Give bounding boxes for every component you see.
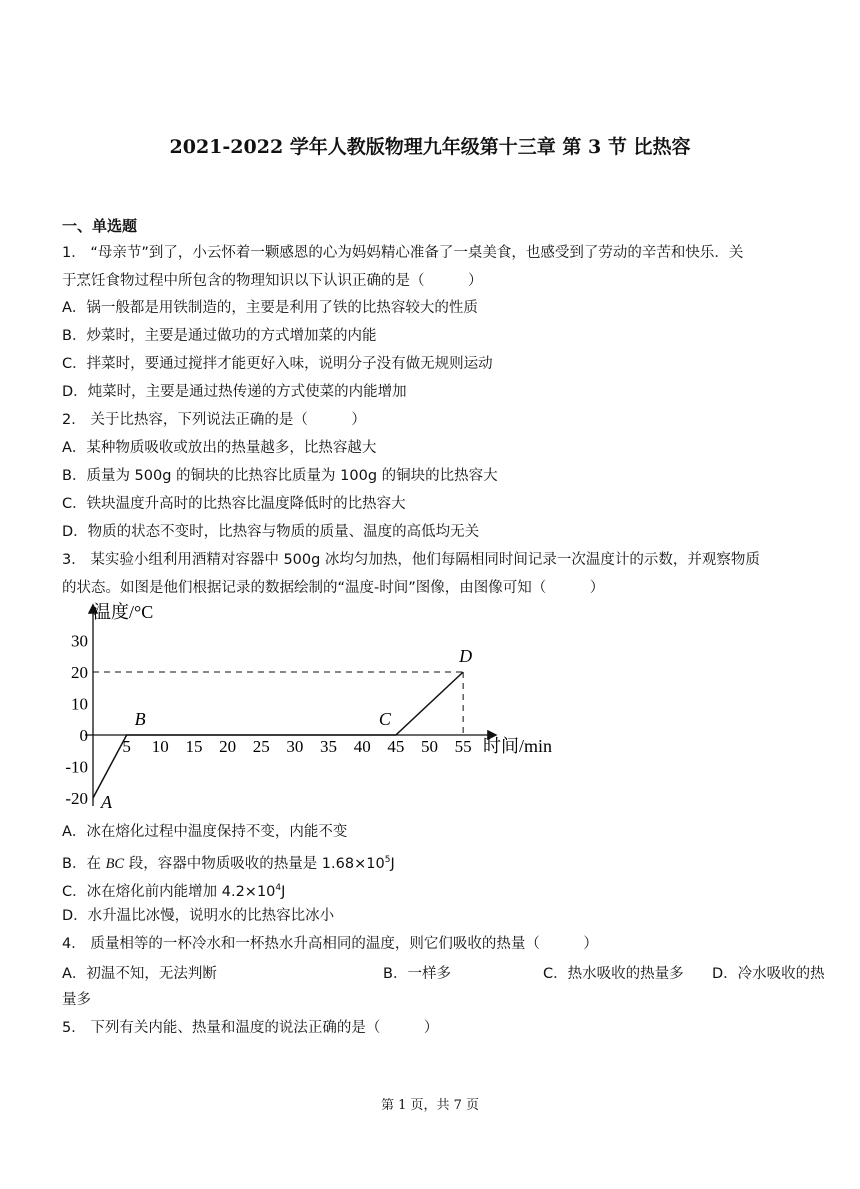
q4-option-a[interactable]: A．初温不知，无法判断 [62, 966, 217, 982]
temperature-time-chart [55, 598, 575, 813]
q3-option-b[interactable] [62, 850, 395, 874]
x-tick-label: 30 [286, 737, 304, 756]
y-tick-label: 20 [71, 663, 88, 682]
q4-stem: 4． 质量相等的一杯冷水和一杯热水升高相同的温度，则它们吸收的热量（ ） [62, 936, 598, 952]
y-tick-label: -20 [65, 789, 88, 808]
q1-option-d[interactable]: D．炖菜时，主要是通过热传递的方式使菜的内能增加 [62, 384, 407, 400]
q2-option-d[interactable]: D．物质的状态不变时，比热容与物质的质量、温度的高低均无关 [62, 524, 480, 540]
q2-option-b[interactable]: B．质量为 500g 的铜块的比热容比质量为 100g 的铜块的比热容大 [62, 468, 498, 484]
q4-option-c[interactable]: C．热水吸收的热量多 [543, 966, 684, 982]
x-tick-label: 25 [252, 737, 270, 756]
y-tick-label: -10 [65, 757, 88, 777]
y-tick-label: 30 [71, 631, 88, 651]
q2-option-c[interactable]: C．铁块温度升高时的比热容比温度降低时的比热容大 [62, 496, 406, 512]
x-tick-label: 40 [353, 737, 371, 756]
point-label-c: C [378, 709, 391, 729]
q2-stem: 2． 关于比热容，下列说法正确的是（ ） [62, 412, 366, 428]
y-tick-label: 0 [79, 726, 88, 745]
q3-option-a[interactable]: A．冰在熔化过程中温度保持不变，内能不变 [62, 824, 348, 840]
q3-option-c-sup: 4 [275, 883, 282, 893]
q3-option-b-suffix: J [390, 855, 395, 872]
document-title: 2021-2022 学年人教版物理九年级第十三章 第 3 节 比热容 [169, 136, 691, 158]
q3-stem-line1: 3． 某实验小组利用酒精对容器中 500g 冰均匀加热，他们每隔相同时间记录一次温度计的示数，并观察物质 [62, 552, 760, 568]
q3-stem-line2: 的状态。如图是他们根据记录的数据绘制的“温度-时间”图像，由图像可知（ ） [62, 580, 605, 596]
q3-option-b-mid: 段，容器中物质吸收的热量是 1.68×10 [124, 855, 385, 872]
page-footer: 第 1 页，共 7 页 [380, 1098, 480, 1113]
x-axis-label: 时间/min [483, 736, 553, 756]
x-tick-label: 50 [421, 737, 438, 756]
q3-option-c[interactable] [62, 878, 285, 902]
y-axis-label: 温度/°C [93, 602, 154, 622]
section-heading: 一、单选题 [62, 217, 138, 235]
q1-stem-line2: 于烹饪食物过程中所包含的物理知识以下认识正确的是（ ） [62, 273, 483, 289]
q5-stem: 5． 下列有关内能、热量和温度的说法正确的是（ ） [62, 1020, 439, 1036]
q2-option-a[interactable]: A．某种物质吸收或放出的热量越多，比热容越大 [62, 440, 377, 456]
q3-option-c-prefix: C．冰在熔化前内能增加 4.2×10 [62, 883, 276, 900]
y-tick-label: 10 [71, 694, 88, 714]
q1-stem-line1: 1． “母亲节”到了，小云怀着一颗感恩的心为妈妈精心准备了一桌美食，也感受到了劳动的辛苦和快乐．关 [62, 245, 744, 261]
point-label-b: B [134, 709, 146, 729]
q4-option-d[interactable]: D．冷水吸收的热 [712, 966, 825, 982]
q1-option-c[interactable]: C．拌菜时，要通过搅拌才能更好入味，说明分子没有做无规则运动 [62, 356, 493, 372]
x-tick-label: 45 [387, 737, 405, 756]
q3-option-c-suffix: J [281, 883, 286, 900]
x-tick-label: 20 [219, 737, 237, 756]
x-tick-label: 35 [320, 737, 338, 756]
q3-option-b-sup: 5 [384, 855, 391, 865]
q1-option-b[interactable]: B．炒菜时，主要是通过做功的方式增加菜的内能 [62, 328, 377, 344]
q3-option-d[interactable]: D．水升温比冰慢，说明水的比热容比冰小 [62, 908, 335, 924]
q3-option-b-italic: BC [105, 855, 125, 872]
q4-option-d-continued: 量多 [62, 992, 91, 1008]
point-label-a: A [101, 792, 112, 812]
x-tick-label: 10 [151, 737, 169, 756]
q1-option-a[interactable]: A．锅一般都是用铁制造的，主要是利用了铁的比热容较大的性质 [62, 300, 478, 316]
x-tick-label: 15 [185, 737, 203, 756]
q3-option-b-prefix: B．在 [62, 855, 106, 872]
point-label-d: D [459, 646, 473, 666]
x-tick-label: 5 [122, 737, 131, 756]
x-tick-label: 55 [454, 737, 472, 756]
q4-option-b[interactable]: B．一样多 [383, 966, 451, 982]
